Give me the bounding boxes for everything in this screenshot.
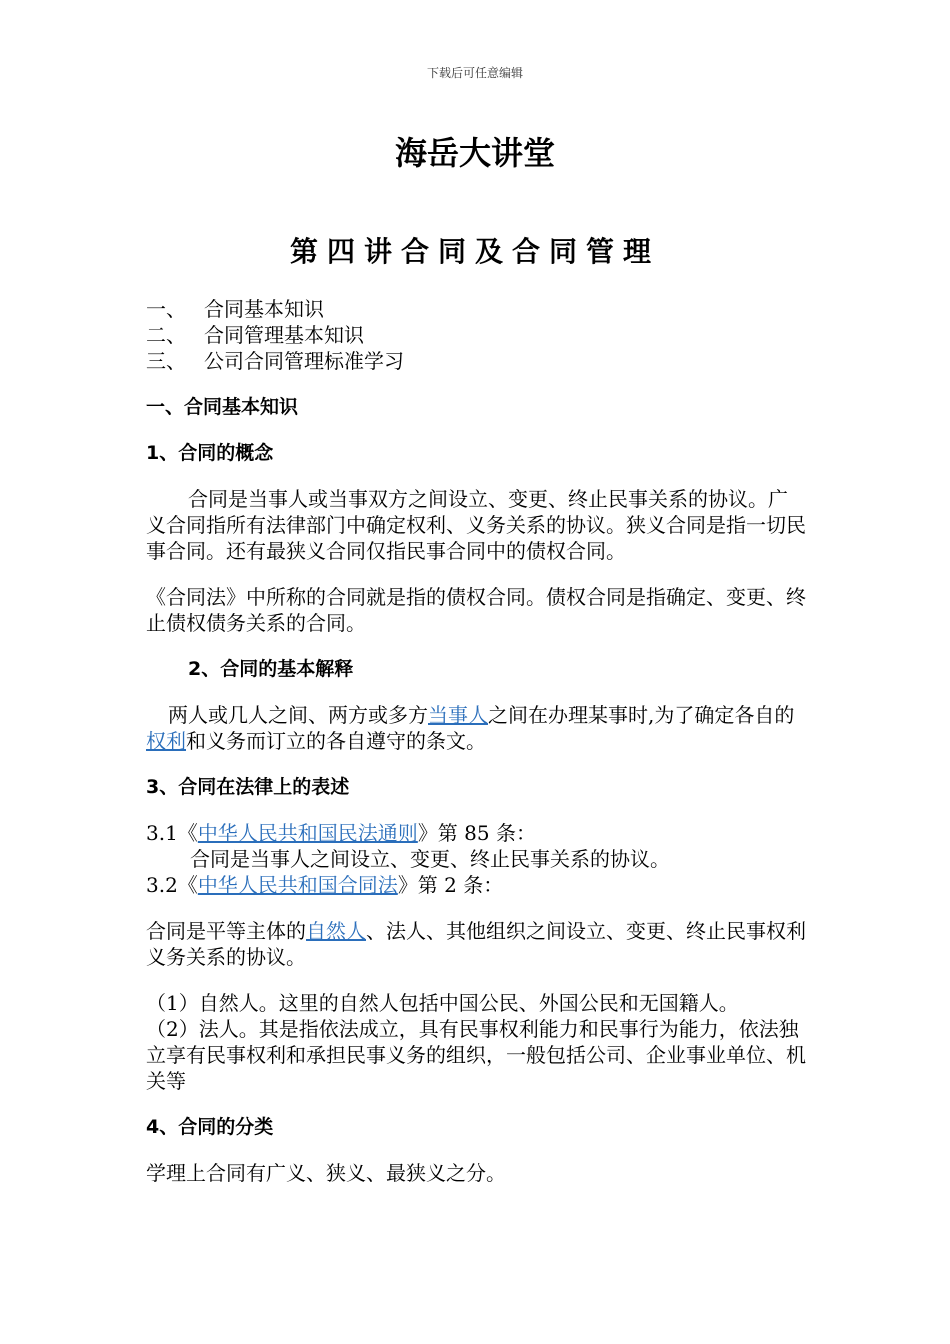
text-run: 两人或几人之间、两方或多方 — [168, 703, 428, 727]
law-citation — [146, 820, 806, 846]
toc-number: 一、 — [146, 297, 186, 321]
header-note: 下载后可任意编辑 — [426, 66, 523, 80]
subsection-heading: 1、合同的概念 — [146, 442, 274, 464]
note-natural-person: （1）自然人。这里的自然人包括中国公民、外国公民和无国籍人。 — [146, 991, 739, 1015]
text-run: 》第 2 条： — [397, 873, 504, 897]
law-text: 合同是当事人之间设立、变更、终止民事关系的协议。 — [190, 847, 670, 871]
toc-item — [146, 296, 806, 322]
toc-label: 公司合同管理标准学习 — [204, 349, 404, 373]
law-citation — [146, 872, 806, 898]
text-run: 3.2《 — [146, 873, 198, 897]
paragraph: 合同是当事人或当事双方之间设立、变更、终止民事关系的协议。广义合同指所有法律部门中确定权利、义务关系的协议。狭义合同是指一切民事合同。还有最狭义合同仅指民事合同中的债权合同。 — [146, 487, 806, 563]
subsection-heading: 2、合同的基本解释 — [188, 658, 354, 680]
note-legal-person: （2）法人。其是指依法成立，具有民事权利能力和民事行为能力，依法独立享有民事权利和承担民事义务的组织，一般包括公司、企业事业单位、机关等 — [146, 1017, 806, 1093]
paragraph: 《合同法》中所称的合同就是指的债权合同。债权合同是指确定、变更、终止债权债务关系的合同。 — [146, 585, 806, 635]
link-party[interactable]: 当事人 — [428, 703, 488, 727]
link-natural-person[interactable]: 自然人 — [306, 919, 366, 943]
table-of-contents — [146, 296, 806, 374]
text-run: 之间在办理某事时,为了确定各自的 — [488, 703, 795, 727]
toc-item — [146, 348, 806, 374]
page-title: 海岳大讲堂 — [394, 134, 555, 172]
paragraph — [146, 702, 806, 754]
toc-label: 合同管理基本知识 — [204, 323, 364, 347]
toc-label: 合同基本知识 — [204, 297, 324, 321]
document-body — [146, 296, 806, 1186]
paragraph — [146, 918, 806, 970]
toc-number: 二、 — [146, 323, 186, 347]
section-heading: 一、合同基本知识 — [146, 396, 299, 418]
text-run: 合同是平等主体的 — [146, 919, 306, 943]
toc-item — [146, 322, 806, 348]
link-contract-law[interactable]: 中华人民共和国合同法 — [197, 873, 398, 897]
toc-number: 三、 — [146, 349, 186, 373]
text-run: 》第 85 条： — [417, 821, 536, 845]
paragraph: 学理上合同有广义、狭义、最狭义之分。 — [146, 1161, 506, 1185]
subsection-heading: 3、合同在法律上的表述 — [146, 776, 350, 798]
text-run: 、法人、其他组织之间设立、变更、终止民事权利义务关系的协议。 — [146, 919, 806, 969]
text-run: 和义务而订立的各自遵守的条文。 — [186, 729, 486, 753]
lecture-subtitle: 第四讲合同及合同管理 — [289, 235, 660, 268]
text-run: 3.1《 — [146, 821, 198, 845]
subsection-heading: 4、合同的分类 — [146, 1116, 274, 1138]
link-civil-law[interactable]: 中华人民共和国民法通则 — [197, 821, 418, 845]
link-rights[interactable]: 权利 — [146, 729, 186, 753]
